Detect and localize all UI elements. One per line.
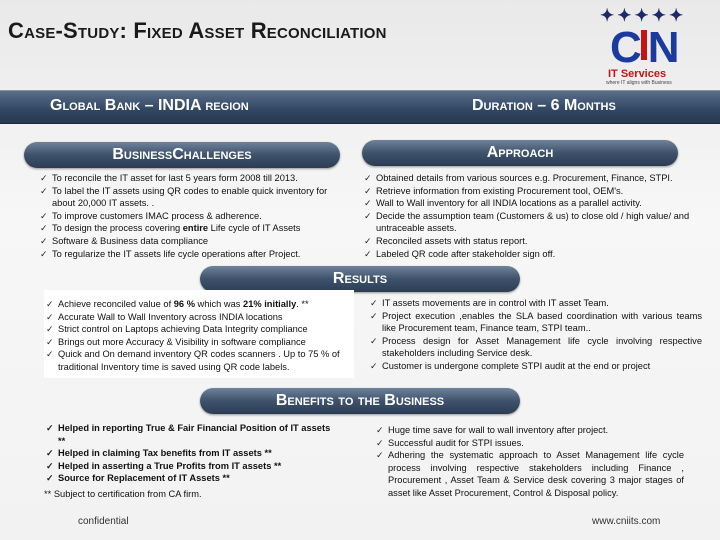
list-item: ✓ Strict control on Laptops achieving Data Integrity compliance — [44, 323, 344, 336]
benefits-left-list — [44, 422, 334, 485]
list-item: ✓ Helped in reporting True & Fair Financial Position of IT assets ** — [44, 422, 334, 447]
list-item-text: 96 % — [173, 299, 195, 309]
logo-tagline: where IT aligns with Business — [606, 80, 672, 86]
list-item: ✓ Brings out more Accuracy & Visibility in software compliance — [44, 336, 344, 349]
list-item: ✓ Wall to Wall inventory for all INDIA locations as a parallel activity. — [362, 197, 714, 210]
list-item: ✓ Customer is undergone complete STPI audit at the end or project — [368, 360, 702, 373]
list-item-text: which was — [194, 299, 244, 309]
list-item: ✓ Adhering the systematic approach to Asset Management life cycle process involving respective stakeholders including Finance , Procurement , Asset Team & Service desk covering 3 major stages of asset like Asset Procurement, Control & Disposal policy. — [374, 449, 684, 499]
list-item-text: . ** — [296, 299, 309, 309]
logo-mark-i-icon — [641, 30, 647, 60]
banner-duration: Duration – 6 Months — [472, 97, 616, 114]
list-item: ✓ Reconciled assets with status report. — [362, 235, 714, 248]
list-item: ✓ Successful audit for STPI issues. — [374, 437, 684, 450]
list-item: ✓ To label the IT assets using QR codes to enable quick inventory for about 20,000 IT assets. . — [38, 185, 350, 210]
results-right-list — [368, 297, 702, 373]
list-item-text: entire — [182, 223, 209, 234]
footer-website[interactable]: www.cniits.com — [592, 516, 661, 527]
approach-list — [362, 172, 714, 260]
results-heading: Results — [200, 266, 520, 292]
challenges-heading: BusinessChallenges — [24, 142, 340, 168]
list-item: ✓ Labeled QR code after stakeholder sign off. — [362, 248, 714, 261]
list-item — [44, 298, 344, 311]
list-item-text: Life cycle of IT Assets — [208, 223, 301, 234]
list-item: ✓ Software & Business data compliance — [38, 235, 350, 248]
list-item: ✓ IT assets movements are in control with IT asset Team. — [368, 297, 702, 310]
list-item: ✓ Decide the assumption team (Customers & us) to close old / high value/ and untraceable assets. — [362, 210, 714, 235]
list-item: ✓ To regularize the IT assets life cycle operations after Project. — [38, 248, 350, 261]
results-left-list — [44, 298, 344, 374]
list-item: ✓ To reconcile the IT asset for last 5 years form 2008 till 2013. — [38, 172, 350, 185]
logo-brand: IT Services — [608, 68, 667, 80]
list-item: ✓ Process design for Asset Management life cycle involving respective stakeholders including Service desk. — [368, 335, 702, 360]
list-item-text: 21% initially — [243, 299, 297, 309]
list-item: ✓ Retrieve information from existing Procurement tool, OEM's. — [362, 185, 714, 198]
benefits-footnote: ** Subject to certification from CA firm. — [44, 489, 202, 499]
stars-icon: ✦✦✦✦✦ — [600, 6, 687, 25]
banner-client: Global Bank – INDIA region — [50, 97, 249, 114]
list-item — [38, 222, 350, 235]
list-item: ✓ Project execution ,enables the SLA based coordination with various teams like Procurement team, Finance team, STPI team.. — [368, 310, 702, 335]
logo-mark: C N — [610, 23, 678, 72]
benefits-right-list — [374, 424, 684, 500]
benefits-heading: Benefits to the Business — [200, 388, 520, 414]
list-item: ✓ Helped in asserting a True Profits from IT assets ** — [44, 460, 334, 473]
list-item: ✓ Huge time save for wall to wall inventory after project. — [374, 424, 684, 437]
footer-confidential: confidential — [78, 516, 129, 527]
list-item-text: To design the process covering — [52, 223, 183, 234]
challenges-list — [38, 172, 350, 260]
list-item: ✓ Helped in claiming Tax benefits from IT assets ** — [44, 447, 334, 460]
list-item: ✓ Obtained details from various sources e.g. Procurement, Finance, STPI. — [362, 172, 714, 185]
page-title: Case-Study: Fixed Asset Reconciliation — [8, 18, 387, 43]
list-item: ✓ Source for Replacement of IT Assets ** — [44, 472, 334, 485]
list-item-text: Achieve reconciled value of — [58, 299, 174, 309]
list-item: ✓ Quick and On demand inventory QR codes scanners . Up to 75 % of traditional Inventory time is saved using QR code labels. — [44, 348, 344, 373]
approach-heading: Approach — [362, 140, 678, 166]
list-item: ✓ To improve customers IMAC process & adherence. — [38, 210, 350, 223]
company-logo — [596, 6, 708, 86]
list-item: ✓ Accurate Wall to Wall Inventory across INDIA locations — [44, 311, 344, 324]
